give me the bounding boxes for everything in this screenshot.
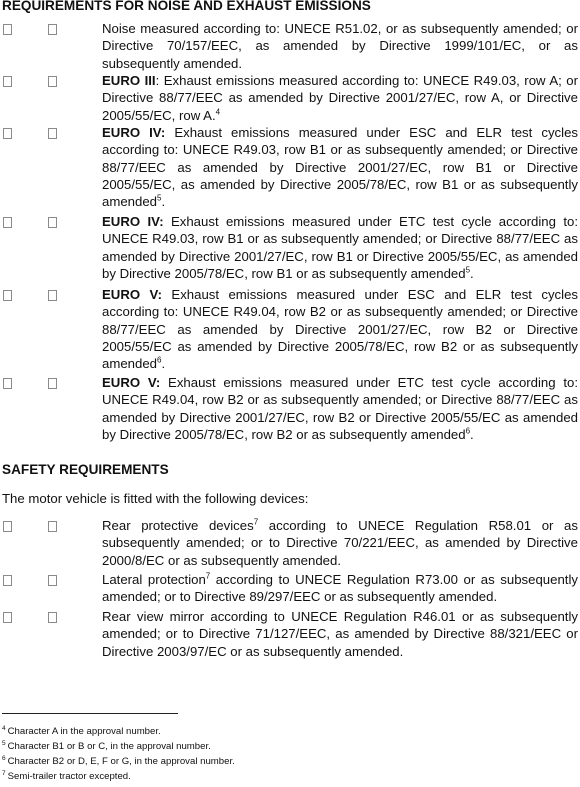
checkbox[interactable] [48, 128, 57, 139]
checkbox[interactable] [48, 575, 57, 586]
checkbox[interactable] [48, 290, 57, 301]
checkbox[interactable] [48, 24, 57, 35]
section-heading-safety: SAFETY REQUIREMENTS [2, 462, 169, 477]
checkbox[interactable] [3, 217, 12, 228]
item-text: Rear protective devices$^7$ according to UNECE Regulation R58.01 or as subsequently amended; or to Directive 70/221/EEC, as amended by Directive 2000/8/EC or as subsequently amended. [102, 517, 578, 568]
footnote: $^4$ Character A in the approval number. [2, 724, 161, 737]
footnote: $^6$ Character B2 or D, E, F or G, in the approval number. [2, 754, 235, 767]
item-text: EURO V: Exhaust emissions measured under ETC test cycle according to: UNECE R49.04, row B2 or as subsequently amended; or Directive 88/77/EEC as amended by Directive 2001/27/EC, row B2 or Directive 2005/55/EC as amended by Directive 2005/78/EC, row B2 or as subsequently amended$^6$. [102, 375, 578, 442]
checkbox[interactable] [48, 612, 57, 623]
checkbox[interactable] [3, 76, 12, 87]
footnote: $^7$ Semi-trailer tractor excepted. [2, 769, 131, 782]
checkbox[interactable] [3, 575, 12, 586]
item-text: EURO V: Exhaust emissions measured under ESC and ELR test cycles according to: UNECE R49.04, row B2 or as subsequently amended; or Directive 88/77/EEC as amended by Directive 2001/27/EC, row B2 or Directive 2005/55/EC as amended by Directive 2005/78/EC, row B2 or as subsequently amended$^6$. [102, 287, 578, 372]
item-text: Lateral protection$^7$ according to UNECE Regulation R73.00 or as subsequently amended; or to Directive 89/297/EEC or as subsequently amended. [102, 571, 578, 605]
checkbox[interactable] [3, 378, 12, 389]
footnote-divider [2, 713, 178, 714]
item-text: Rear view mirror according to UNECE Regulation R46.01 or as subsequently amended; or to Directive 71/127/EEC, as amended by Directive 88/321/EEC or Directive 2003/97/EC or as subsequently amended. [102, 609, 578, 659]
checkbox[interactable] [3, 521, 12, 532]
checkbox[interactable] [3, 128, 12, 139]
footnote: $^5$ Character B1 or B or C, in the approval number. [2, 739, 211, 752]
checkbox[interactable] [3, 612, 12, 623]
checkbox[interactable] [3, 24, 12, 35]
checkbox[interactable] [48, 217, 57, 228]
item-text: EURO IV: Exhaust emissions measured under ETC test cycle according to: UNECE R49.03, row B1 or as subsequently amended; or Directive 88/77/EEC as amended by Directive 2001/27/EC, row B1 or Directive 2005/55/EC, as amended by Directive 2005/78/EC, row B1 or as subsequently amended$^5$. [102, 214, 578, 281]
intro-text: The motor vehicle is fitted with the following devices: [2, 491, 309, 506]
item-text: EURO IV: Exhaust emissions measured under ESC and ELR test cycles according to: UNECE R49.03, row B1 or as subsequently amended; or Directive 88/77/EEC as amended by Directive 2001/27/EC, row B1 or Directive 2005/55/EC, as amended by Directive 2005/78/EC, row B1 or as subsequently amended$^5$. [102, 125, 579, 210]
checkbox[interactable] [48, 76, 57, 87]
checkbox[interactable] [48, 521, 57, 532]
item-text: Noise measured according to: UNECE R51.02, or as subsequently amended; or Directive 70/157/EEC, as amended by Directive 1999/101/EC, or as subsequently amended. [102, 21, 578, 71]
checkbox[interactable] [48, 378, 57, 389]
checkbox[interactable] [3, 290, 12, 301]
section-heading-noise-emissions: REQUIREMENTS FOR NOISE AND EXHAUST EMISSIONS [2, 0, 371, 13]
item-text: EURO III: Exhaust emissions measured according to: UNECE R49.03, row A; or Directive 88/77/EEC as amended by Directive 2001/27/EC, row A, or Directive 2005/55/EC, row A.$^4$ [102, 73, 578, 123]
